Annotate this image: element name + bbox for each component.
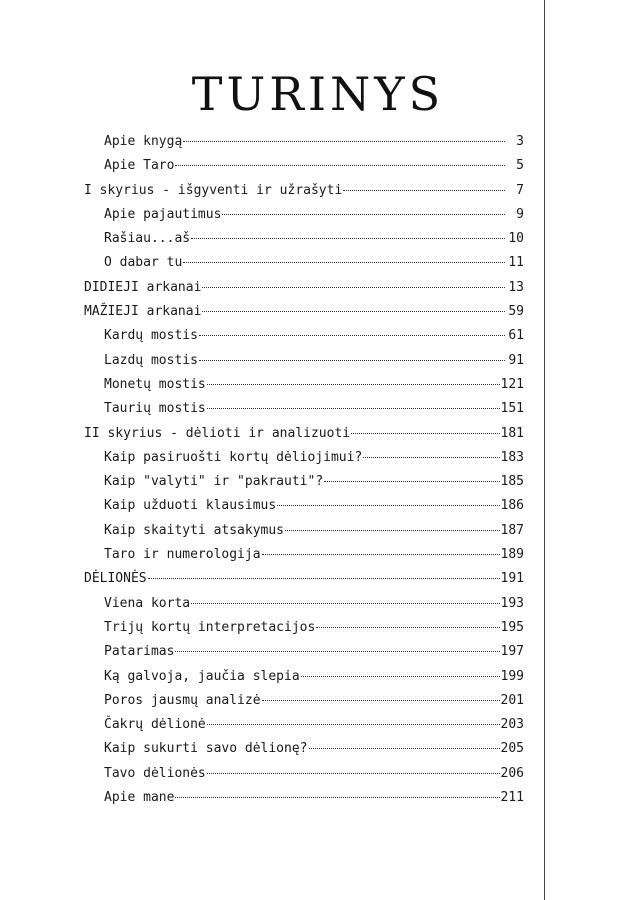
toc-entry-label: Rašiau...aš	[104, 231, 191, 247]
toc-entry-label: Apie Taro	[104, 158, 175, 174]
toc-entry[interactable]	[84, 446, 524, 470]
toc-entry-label: Trijų kortų interpretacijos	[104, 619, 316, 635]
toc-entry[interactable]	[84, 397, 524, 421]
dot-leader	[343, 190, 505, 191]
toc-entry-label: Kaip pasiruošti kortų dėliojimui?	[104, 449, 363, 465]
toc-entry[interactable]	[84, 276, 524, 300]
toc-entry-label: Tavo dėlionės	[104, 765, 206, 781]
toc-entry-label: Apie mane	[104, 790, 175, 806]
toc-entry[interactable]	[84, 324, 524, 348]
dot-leader	[202, 287, 505, 288]
dot-leader	[199, 360, 505, 361]
toc-entry[interactable]	[84, 567, 524, 591]
toc-entry-label: Kaip "valyti" ir "pakrauti"?	[104, 474, 324, 490]
toc-entry-page-number: 199	[500, 668, 524, 684]
toc-entry[interactable]	[84, 762, 524, 786]
toc-entry-label: I skyrius - išgyventi ir užrašyti	[84, 182, 343, 198]
toc-entry-page-number: 205	[500, 741, 524, 757]
toc-entry[interactable]	[84, 616, 524, 640]
toc-entry-page-number: 187	[500, 522, 524, 538]
toc-entry[interactable]	[84, 130, 524, 154]
toc-entry[interactable]	[84, 543, 524, 567]
toc-entry[interactable]	[84, 519, 524, 543]
dot-leader	[175, 797, 499, 798]
toc-entry-page-number: 186	[500, 498, 524, 514]
dot-leader	[202, 311, 505, 312]
dot-leader	[183, 262, 505, 263]
toc-entry-label: Taro ir numerologija	[104, 547, 261, 563]
dot-leader	[262, 554, 500, 555]
dot-leader	[191, 238, 505, 239]
toc-entry[interactable]	[84, 227, 524, 251]
toc-entry-page-number: 59	[508, 304, 524, 320]
toc-entry-label: Apie pajautimus	[104, 206, 222, 222]
dot-leader	[316, 627, 499, 628]
toc-entry-page-number: 197	[500, 644, 524, 660]
dot-leader	[285, 530, 500, 531]
dot-leader	[363, 457, 499, 458]
dot-leader	[324, 481, 499, 482]
toc-entry-page-number: 151	[500, 401, 524, 417]
toc-entry-page-number: 183	[500, 449, 524, 465]
toc-entry[interactable]	[84, 737, 524, 761]
page-edge-divider	[544, 0, 545, 900]
toc-entry-label: Taurių mostis	[104, 401, 206, 417]
toc-entry-page-number: 206	[500, 765, 524, 781]
toc-entry-label: Viena korta	[104, 595, 191, 611]
dot-leader	[175, 165, 505, 166]
toc-entry-page-number: 211	[500, 790, 524, 806]
toc-entry-label: II skyrius - dėlioti ir analizuoti	[84, 425, 351, 441]
toc-entry-page-number: 185	[500, 474, 524, 490]
dot-leader	[222, 214, 505, 215]
toc-entry-label: Lazdų mostis	[104, 352, 198, 368]
toc-entry[interactable]	[84, 300, 524, 324]
dot-leader	[207, 384, 500, 385]
toc-entry-page-number: 195	[500, 619, 524, 635]
toc-entry-page-number: 201	[500, 692, 524, 708]
toc-entry-page-number: 9	[516, 206, 524, 222]
toc-entry[interactable]	[84, 689, 524, 713]
toc-entry-page-number: 203	[500, 717, 524, 733]
toc-entry[interactable]	[84, 713, 524, 737]
toc-entry[interactable]	[84, 154, 524, 178]
toc-entry-label: DĖLIONĖS	[84, 571, 147, 587]
toc-entry-page-number: 5	[516, 158, 524, 174]
toc-entry-label: Čakrų dėlionė	[104, 717, 206, 733]
dot-leader	[207, 773, 500, 774]
toc-entry[interactable]	[84, 640, 524, 664]
toc-entry[interactable]	[84, 786, 524, 810]
toc-entry-page-number: 13	[508, 279, 524, 295]
toc-entry-label: Kaip užduoti klausimus	[104, 498, 277, 514]
toc-entry-label: Apie knygą	[104, 134, 183, 149]
toc-entry[interactable]	[84, 592, 524, 616]
toc-entry[interactable]	[84, 251, 524, 275]
toc-entry-page-number: 91	[508, 352, 524, 368]
toc-entry-page-number: 121	[500, 376, 524, 392]
toc-entry-label: DIDIEJI arkanai	[84, 279, 202, 295]
toc-entry[interactable]	[84, 349, 524, 373]
page-title: TURINYS	[191, 67, 445, 121]
toc-entry-label: Patarimas	[104, 644, 175, 660]
toc-entry-label: MAŽIEJI arkanai	[84, 304, 202, 320]
toc-entry[interactable]	[84, 373, 524, 397]
dot-leader	[191, 603, 499, 604]
toc-entry[interactable]	[84, 494, 524, 518]
toc-entry-page-number: 191	[500, 571, 524, 587]
toc-entry-page-number: 189	[500, 547, 524, 563]
toc-entry-page-number: 181	[500, 425, 524, 441]
toc-entry-page-number: 193	[500, 595, 524, 611]
toc-entry-label: Kardų mostis	[104, 328, 198, 344]
dot-leader	[183, 141, 505, 142]
toc-entry[interactable]	[84, 179, 524, 203]
toc-entry[interactable]	[84, 422, 524, 446]
toc-entry[interactable]	[84, 470, 524, 494]
toc-entry-page-number: 11	[508, 255, 524, 271]
toc-entry-page-number: 7	[516, 182, 524, 198]
toc-entry[interactable]	[84, 665, 524, 689]
toc-entry-label: Kaip skaityti atsakymus	[104, 522, 285, 538]
toc-entry-label: O dabar tu	[104, 255, 183, 271]
dot-leader	[199, 335, 505, 336]
toc-entry-label: Kaip sukurti savo dėlionę?	[104, 741, 308, 757]
dot-leader	[309, 748, 500, 749]
dot-leader	[148, 578, 500, 579]
toc-entry[interactable]	[84, 203, 524, 227]
dot-leader	[301, 676, 500, 677]
dot-leader	[277, 505, 499, 506]
toc-entry-page-number: 3	[516, 134, 524, 149]
toc-entry-page-number: 10	[508, 231, 524, 247]
toc-entry-label: Monetų mostis	[104, 376, 206, 392]
toc-entry-label: Poros jausmų analizė	[104, 692, 261, 708]
dot-leader	[262, 700, 500, 701]
toc-entry-label: Ką galvoja, jaučia slepia	[104, 668, 300, 684]
toc-entry-page-number: 61	[508, 328, 524, 344]
table-of-contents	[84, 130, 524, 810]
dot-leader	[207, 408, 500, 409]
dot-leader	[351, 433, 499, 434]
dot-leader	[207, 724, 500, 725]
dot-leader	[175, 651, 499, 652]
